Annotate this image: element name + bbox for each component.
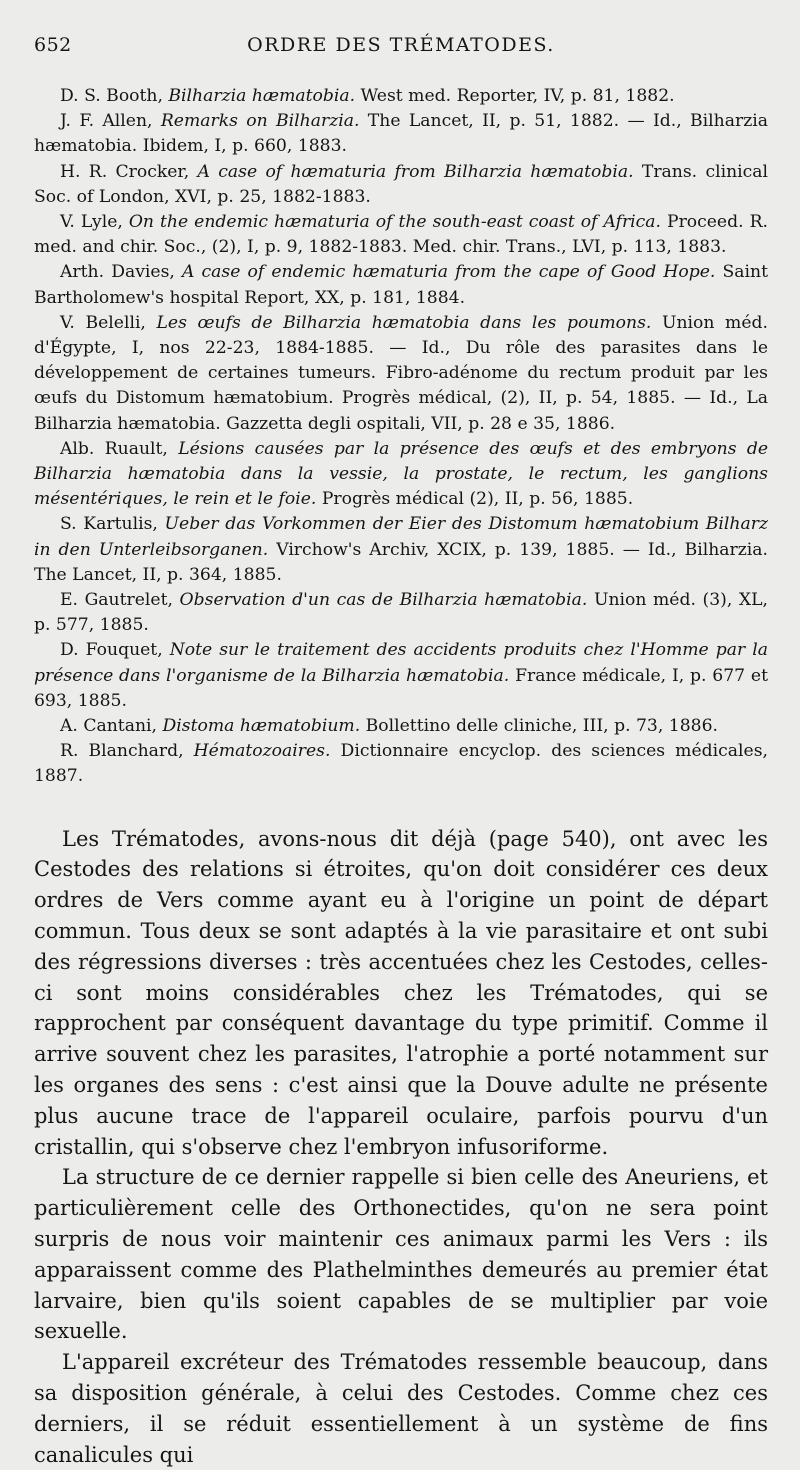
bibliography [34,84,768,790]
header-title: ORDRE DES TRÉMATODES. [247,34,555,56]
reference-source: France médicale, I, p. 677 et 693, 1885. [34,665,768,711]
reference-entry [34,588,768,638]
reference-source: Proceed. R. med. and chir. Soc., (2), I, p. 9, 1882-1883. Med. chir. Trans., LVI, p. 113, 1883. [34,212,768,258]
reference-title: A case of endemic hæmaturia from the cape of Good Hope. [182,262,716,283]
reference-title: On the endemic hæmaturia of the south-east coast of Africa. [128,212,661,233]
reference-entry [34,714,768,739]
reference-source: The Lancet, II, p. 51, 1882. — Id., Bilharzia hæmatobia. Ibidem, I, p. 660, 1883. [34,111,768,157]
reference-author: D. Fouquet, [60,640,170,661]
reference-source: Union méd. d'Égypte, I, nos 22-23, 1884-1885. — Id., Du rôle des parasites dans le développement de certaines tumeurs. Fibro-adénome du rectum produit par les œufs du Distomum hæmatobium. Progrès médical, (2), II, p. 54, 1885. — Id., La Bilharzia hæmatobia. Gazzetta degli ospitali, VII, p. 28 e 35, 1886. [34,312,768,434]
reference-title: Ueber das Vorkommen der Eier des Distomum hæmatobium Bilharz in den Unterleibsorganen. [34,514,769,560]
reference-author: S. Kartulis, [60,514,165,535]
reference-author: A. Cantani, [60,716,163,737]
reference-author: V. Belelli, [60,312,157,333]
reference-author: Alb. Ruault, [60,438,179,459]
reference-title: Lésions causées par la présence des œufs et des embryons de Bilharzia hæmatobia dans la vessie, la prostate, le rectum, les ganglions mésentériques, le rein et le foie. [34,438,768,510]
reference-entry [34,160,768,210]
reference-source: Union méd. (3), XL, p. 577, 1885. [34,590,768,636]
reference-entry [34,437,768,513]
reference-title: Les œufs de Bilharzia hæmatobia dans les poumons. [156,312,652,333]
reference-title: Observation d'un cas de Bilharzia hæmatobia. [179,590,588,611]
reference-title: Remarks on Bilharzia. [160,111,360,132]
reference-source: Bollettino delle cliniche, III, p. 73, 1886. [360,716,718,737]
reference-source: Dictionnaire encyclop. des sciences médicales, 1887. [34,741,768,787]
reference-source: Saint Bartholomew's hospital Report, XX, p. 181, 1884. [34,262,768,308]
reference-entry [34,109,768,159]
reference-author: H. R. Crocker, [60,161,198,182]
reference-author: E. Gautrelet, [60,590,180,611]
reference-entry [34,512,768,588]
reference-entry [34,638,768,714]
reference-source: Virchow's Archiv, XCIX, p. 139, 1885. — Id., Bilharzia. The Lancet, II, p. 364, 1885. [34,539,768,585]
reference-entry [34,739,768,789]
running-head [34,26,768,64]
reference-entry [34,84,768,109]
reference-title: A case of hæmaturia from Bilharzia hæmatobia. [197,161,634,182]
reference-title: Note sur le traitement des accidents produits chez l'Homme par la présence dans l'organisme de la Bilharzia hæmatobia. [34,640,769,686]
body-paragraph: Les Trématodes, avons-nous dit déjà (page 540), ont avec les Cestodes des relations si étroites, qu'on doit considérer ces deux ordres de Vers comme ayant eu à l'origine un point de départ commun. Tous deux se sont adaptés à la vie parasitaire et ont subi des régressions diverses : très accentuées chez les Cestodes, celles-ci sont moins considérables chez les Trématodes, qui se rapprochent par conséquent davantage du type primitif. Comme il arrive souvent chez les parasites, l'atrophie a porté notamment sur les organes des sens : c'est ainsi que la Douve adulte ne présente plus aucune trace de l'appareil oculaire, parfois pourvu d'un cristallin, qui s'observe chez l'embryon infusoriforme. [34,826,768,1159]
reference-title: Distoma hæmatobium. [162,716,361,737]
reference-title: Bilharzia hæmatobia. [168,86,356,106]
body-text [34,824,768,1470]
reference-author: Arth. Davies, [60,262,183,283]
reference-entry [34,311,768,437]
page-number: 652 [34,34,72,56]
reference-author: R. Blanchard, [60,741,194,762]
reference-author: J. F. Allen, [60,111,161,132]
reference-author: V. Lyle, [60,212,129,233]
body-paragraph: La structure de ce dernier rappelle si bien celle des Aneuriens, et particulièrement celle des Orthonectides, qu'on ne sera point surpris de nous voir maintenir ces animaux parmi les Vers : ils apparaissent comme des Plathelminthes demeurés au premier état larvaire, bien qu'ils soient capables de se multiplier par voie sexuelle. [34,1165,768,1344]
reference-entry [34,210,768,260]
body-paragraph: L'appareil excréteur des Trématodes ressemble beaucoup, dans sa disposition générale, à celui des Cestodes. Comme chez ces derniers, il se réduit essentiellement à un système de fins canalicules qui [34,1350,768,1467]
reference-source: Trans. clinical Soc. of London, XVI, p. 25, 1882-1883. [34,161,769,207]
reference-title: Hématozoaires. [193,741,331,762]
reference-author: D. S. Booth, [60,86,169,106]
reference-source: West med. Reporter, IV, p. 81, 1882. [355,86,675,106]
reference-entry [34,260,768,310]
reference-source: Progrès médical (2), II, p. 56, 1885. [316,489,634,510]
